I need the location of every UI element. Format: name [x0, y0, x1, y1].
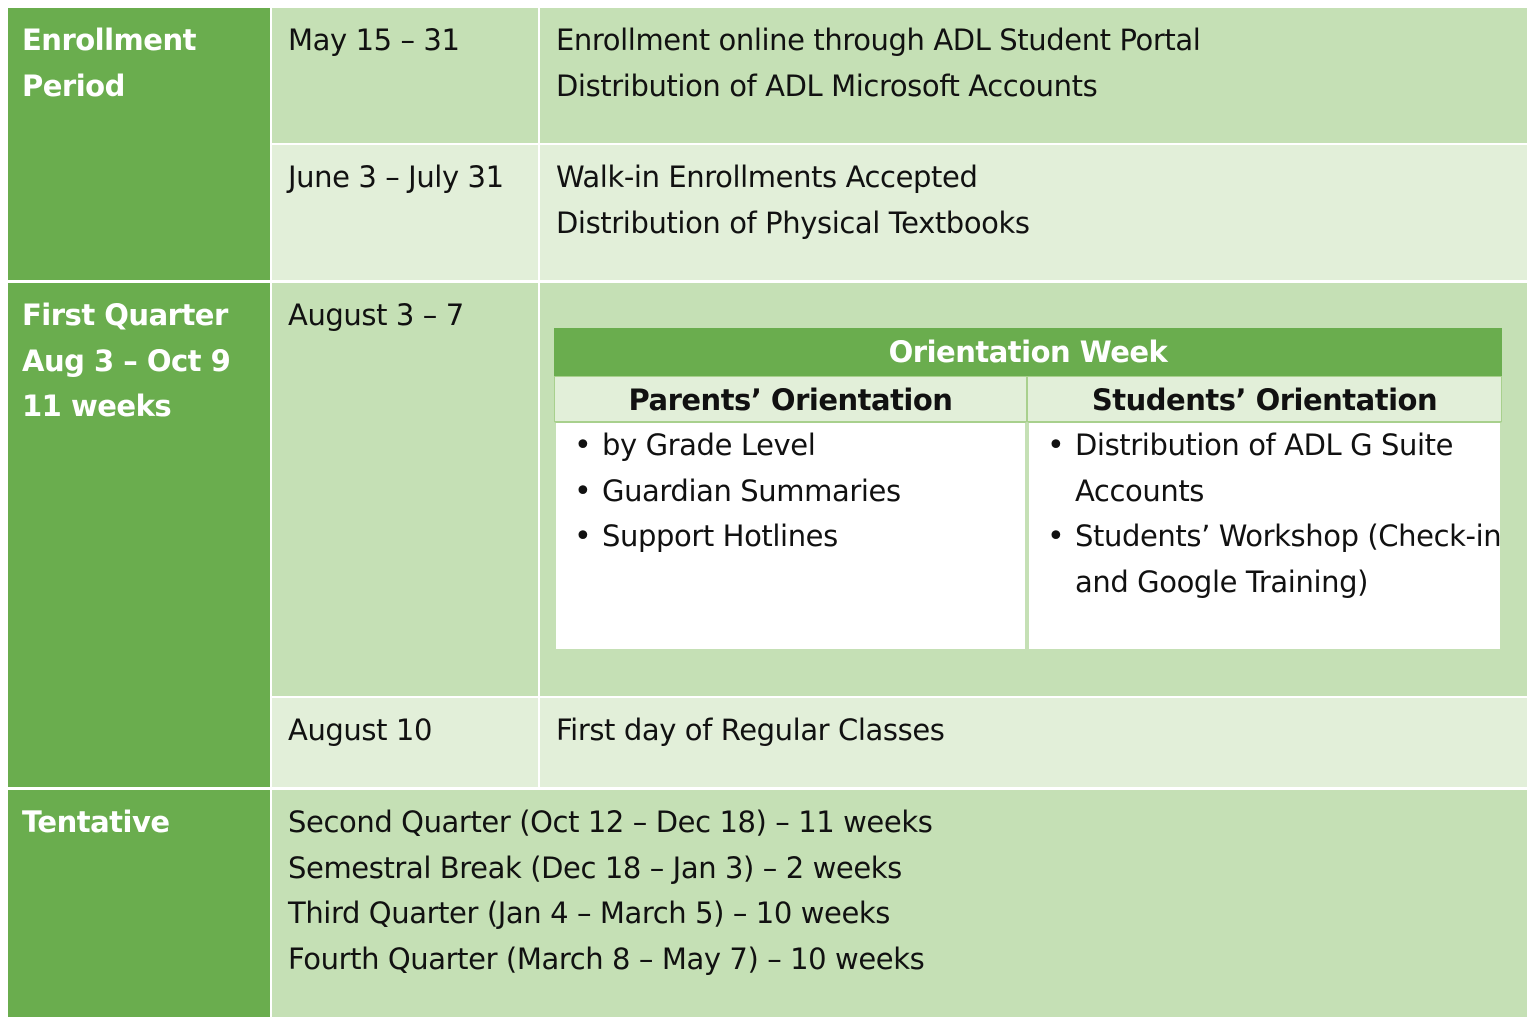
- list-item: • by Grade Level: [566, 423, 1015, 469]
- students-orientation-column: [1027, 376, 1502, 651]
- enrollment-heading-line-2: Period: [22, 68, 125, 103]
- detail-line: Second Quarter (Oct 12 – Dec 18) – 11 weeks: [288, 805, 933, 839]
- orientation-week-table: [554, 328, 1502, 651]
- first-quarter-heading-line-1: First Quarter: [22, 298, 228, 332]
- first-quarter-heading-line-2: Aug 3 – Oct 9: [22, 343, 231, 378]
- date-text: August 10: [288, 713, 433, 747]
- tentative-heading-text: Tentative: [22, 805, 170, 839]
- list-item: [1039, 423, 1490, 514]
- list-item-line: • Students’ Workshop (Check-in: [1075, 519, 1502, 553]
- first-quarter-heading-line-3: 11 weeks: [22, 389, 172, 423]
- tentative-details: [272, 790, 1527, 1017]
- date-text: June 3 – July 31: [288, 160, 504, 194]
- students-orientation-heading: Students’ Orientation: [1027, 376, 1502, 422]
- list-item: • Support Hotlines: [566, 514, 1015, 560]
- list-item: [1039, 514, 1502, 605]
- enrollment-period-heading: [8, 8, 270, 280]
- classes-row-date: [272, 698, 538, 787]
- list-item-line: and Google Training): [1075, 564, 1369, 599]
- date-text: August 3 – 7: [288, 298, 464, 332]
- detail-line: Distribution of Physical Textbooks: [556, 205, 1030, 240]
- classes-row-details: [540, 698, 1527, 787]
- orientation-row-date: [272, 283, 538, 696]
- parents-orientation-column: [554, 376, 1027, 651]
- detail-line: Third Quarter (Jan 4 – March 5) – 10 weeks: [288, 896, 891, 930]
- detail-line: Walk-in Enrollments Accepted: [556, 160, 978, 194]
- first-quarter-heading: [8, 283, 270, 787]
- tentative-heading: [8, 790, 270, 1017]
- enrollment-heading-line-1: Enrollment: [22, 23, 196, 57]
- detail-line: First day of Regular Classes: [556, 713, 945, 747]
- students-orientation-list: [1027, 422, 1502, 651]
- detail-line: Fourth Quarter (March 8 – May 7) – 10 weeks: [288, 941, 925, 976]
- enrollment-row-2-date: [272, 145, 538, 280]
- enrollment-row-1-date: [272, 8, 538, 143]
- parents-orientation-list: [554, 422, 1027, 651]
- enrollment-row-2-details: [540, 145, 1527, 280]
- date-text: May 15 – 31: [288, 23, 460, 57]
- detail-line: Enrollment online through ADL Student Portal: [556, 23, 1201, 57]
- detail-line: Distribution of ADL Microsoft Accounts: [556, 68, 1098, 103]
- list-item-line: • Distribution of ADL G Suite: [1075, 428, 1454, 462]
- orientation-week-title: Orientation Week: [554, 328, 1502, 376]
- list-item: • Guardian Summaries: [566, 469, 1015, 515]
- detail-line: Semestral Break (Dec 18 – Jan 3) – 2 weeks: [288, 850, 902, 885]
- parents-orientation-heading: Parents’ Orientation: [554, 376, 1027, 422]
- enrollment-row-1-details: [540, 8, 1527, 143]
- list-item-line: Accounts: [1075, 473, 1204, 508]
